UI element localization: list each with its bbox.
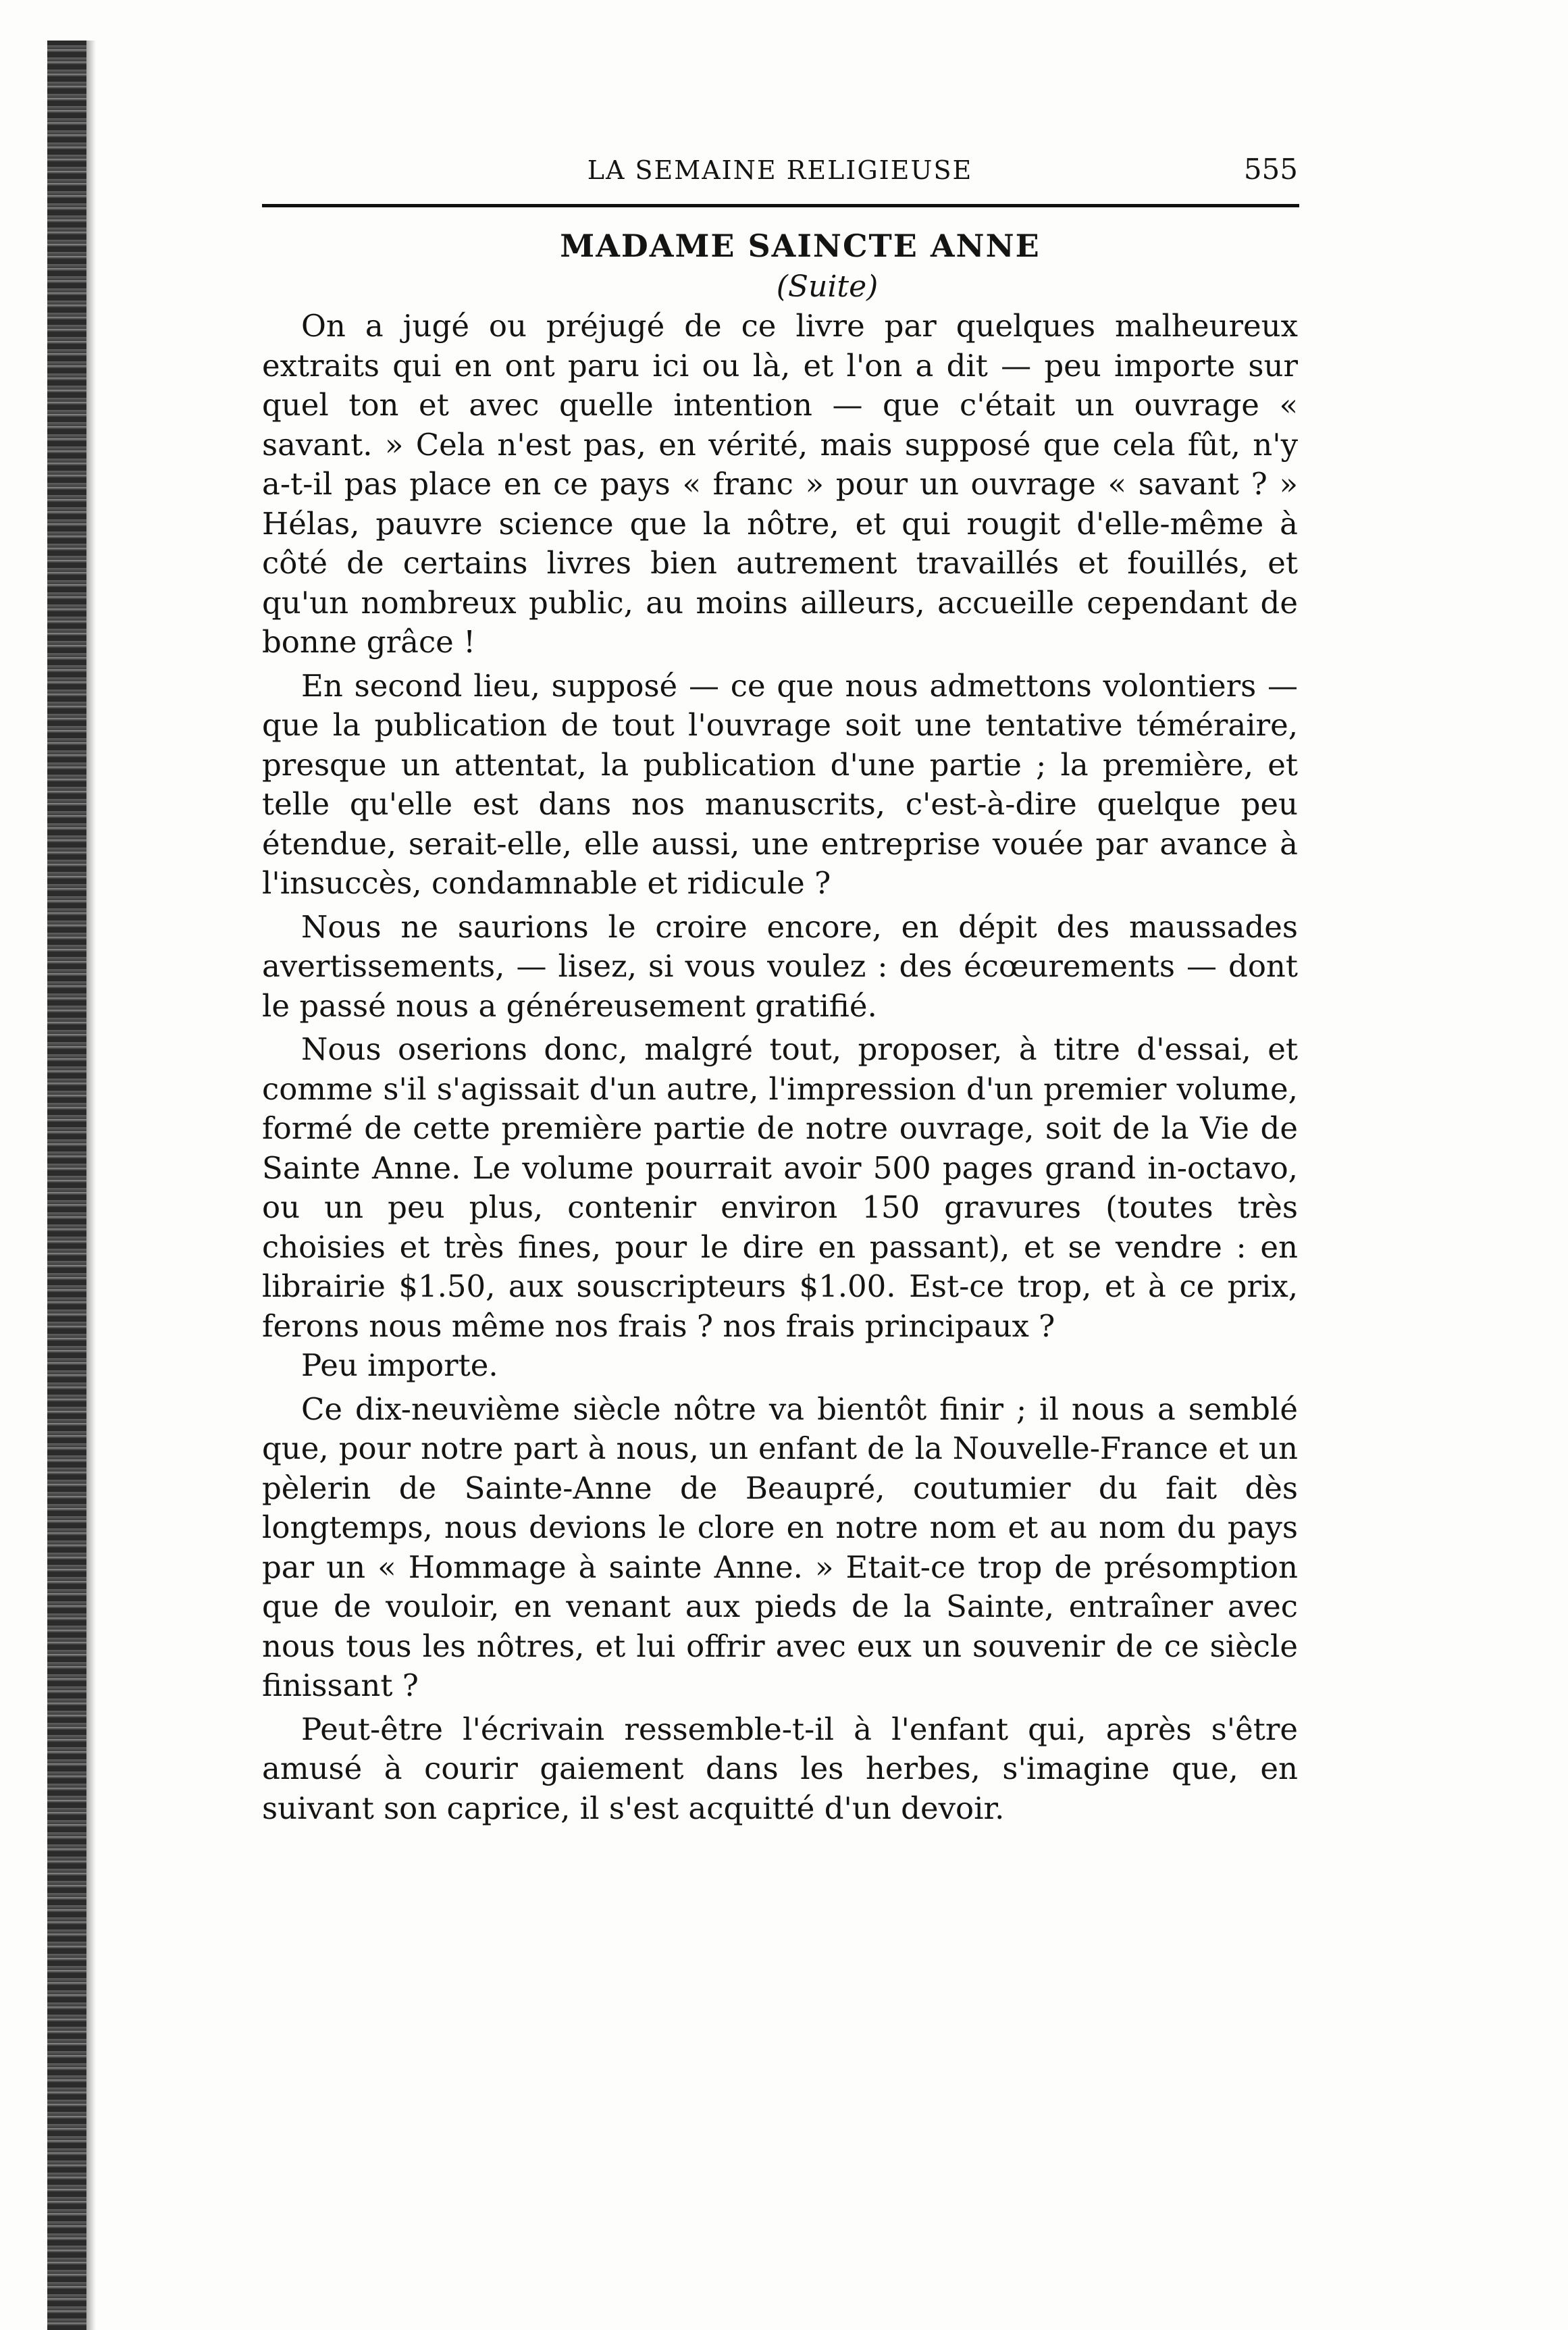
article-body xyxy=(262,307,1298,1828)
article-title: MADAME SAINCTE ANNE xyxy=(560,228,1041,264)
paragraph: Peut-être l'écrivain ressemble-t-il à l'enfant qui, après s'être amusé à courir gaiement dans les herbes, s'imagine que, en suivant son caprice, il s'est acquitté d'un devoir. xyxy=(262,1711,1298,1826)
running-head xyxy=(262,149,1298,196)
paragraph: On a jugé ou préjugé de ce livre par quelques malheureux extraits qui en ont paru ici ou là, et l'on a dit — peu importe sur quel ton et avec quelle intention — que c'était un ouvrage « savant. » Cela n'est pas, en vérité, mais supposé que cela fût, n'y a-t-il pas place en ce pays « franc » pour un ouvrage « savant ? » Hélas, pauvre science que la nôtre, et qui rougit d'elle-même à côté de certains livres bien autrement travaillés et fouillés, et qu'un nombreux public, au moins ailleurs, accueille cependant de bonne grâce ! xyxy=(262,308,1298,660)
running-title: LA SEMAINE RELIGIEUSE xyxy=(587,155,973,185)
paragraph: Nous ne saurions le croire encore, en dépit des maussades avertissements, — lisez, si vous voulez : des écœurements — dont le passé nous a généreusement gratifié. xyxy=(262,908,1298,1024)
page-number: 555 xyxy=(1243,153,1298,186)
paragraph: Peu importe. xyxy=(301,1347,498,1383)
paragraph: En second lieu, supposé — ce que nous admettons volontiers — que la publication de tout l'ouvrage soit une tentative téméraire, presque un attentat, la publication d'une partie ; la première, et telle qu'elle est dans nos manuscrits, c'est-à-dire quelque peu étendue, serait-elle, elle aussi, une entreprise vouée par avance à l'insuccès, condamnable et ridicule ? xyxy=(262,667,1298,901)
article-subtitle: (Suite) xyxy=(776,269,879,304)
paragraph: Nous oserions donc, malgré tout, proposer, à titre d'essai, et comme s'il s'agissait d'un autre, l'impression d'un premier volume, formé de cette première partie de notre ouvrage, soit de la Vie de Sainte Anne. Le volume pourrait avoir 500 pages grand in-octavo, ou un peu plus, contenir environ 150 gravures (toutes très choisies et très fines, pour le dire en passant), et se vendre : en librairie $1.50, aux souscripteurs $1.00. Est-ce trop, et à ce prix, ferons nous même nos frais ? nos frais principaux ? xyxy=(262,1031,1298,1344)
journal-page xyxy=(262,149,1298,1832)
header-rule xyxy=(262,204,1299,207)
paragraph: Ce dix-neuvième siècle nôtre va bientôt finir ; il nous a semblé que, pour notre part à nous, un enfant de la Nouvelle-France et un pèlerin de Sainte-Anne de Beaupré, coutumier du fait dès longtemps, nous devions le clore en notre nom et au nom du pays par un « Hommage à sainte Anne. » Etait-ce trop de présomption que de vouloir, en venant aux pieds de la Sainte, entraîner avec nous tous les nôtres, et lui offrir avec eux un souvenir de ce siècle finissant ? xyxy=(262,1391,1298,1703)
page-binding-edge xyxy=(47,41,86,2330)
